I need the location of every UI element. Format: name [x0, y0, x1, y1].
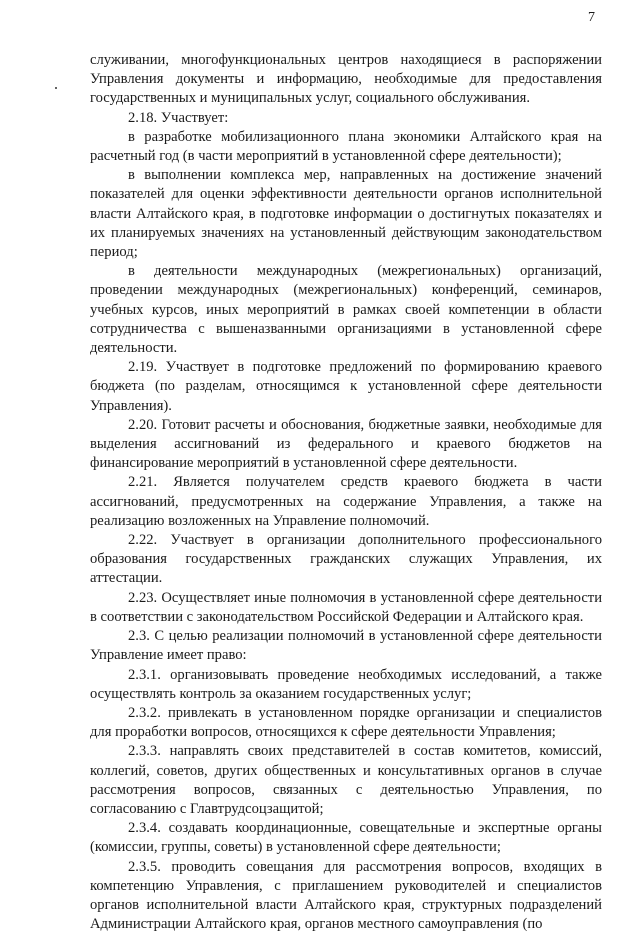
paragraph: в выполнении комплекса мер, направленных на достижение значений показателей для оценки эффективности деятельности органов исполнительной власти Алтайского края, в подготовке информации о достигнутых показателях и их планируемых значениях на установленный действующим законодательством период;	[90, 167, 602, 261]
paragraph: 2.21. Является получателем средств краевого бюджета в части ассигнований, предусмотренных на содержание Управления, а также на реализацию возложенных на Управление полномочий.	[90, 474, 602, 529]
paragraph: 2.3.3. направлять своих представителей в состав комитетов, комиссий, коллегий, советов, других общественных и консультативных органов в случае рассмотрения вопросов, связанных с деятельностью Управления, по согласованию с Главтрудсоцзащитой;	[90, 743, 602, 817]
paragraph: 2.3.4. создавать координационные, совещательные и экспертные органы (комиссии, группы, советы) в установленной сфере деятельности;	[90, 820, 602, 856]
body-text	[90, 51, 602, 934]
paragraph: 2.23. Осуществляет иные полномочия в установленной сфере деятельности в соответствии с законодательством Российской Федерации и Алтайского края.	[90, 589, 602, 625]
paragraph: 2.18. Участвует:	[128, 109, 229, 126]
page-number: 7	[588, 10, 595, 25]
paragraph: служивании, многофункциональных центров находящиеся в распоряжении Управления документы и информацию, необходимые для предоставления государственных и муниципальных услуг, социального обслуживания.	[90, 52, 602, 107]
paragraph: 2.20. Готовит расчеты и обоснования, бюджетные заявки, необходимые для выделения ассигнований из федерального и краевого бюджетов на финансирование мероприятий в установленной сфере деятельности.	[90, 416, 602, 472]
paragraph: в деятельности международных (межрегиональных) организаций, проведении международных (межрегиональных) конференций, семинаров, учебных курсов, иных мероприятий в рамках своей компетенции в области сотрудничества с вышеназванными организациями в установленной сфере деятельности.	[90, 263, 602, 357]
paragraph: 2.22. Участвует в организации дополнительного профессионального образования государственных гражданских служащих Управления, их аттестации.	[90, 532, 602, 587]
paragraph: в разработке мобилизационного плана экономики Алтайского края на расчетный год (в части мероприятий в установленной сфере деятельности);	[90, 128, 602, 165]
paragraph: 2.3.5. проводить совещания для рассмотрения вопросов, входящих в компетенцию Управления, с приглашением руководителей и специалистов органов исполнительной власти Алтайского края, структурных подразделений Администрации Алтайского края, органов местного самоуправления (по	[90, 858, 602, 933]
paragraph: 2.19. Участвует в подготовке предложений по формированию краевого бюджета (по разделам, относящимся к установленной сфере деятельности Управления).	[90, 359, 602, 414]
paragraph: 2.3.1. организовывать проведение необходимых исследований, а также осуществлять контроль за оказанием государственных услуг;	[90, 666, 602, 702]
paragraph: 2.3. С целью реализации полномочий в установленной сфере деятельности Управление имеет право:	[90, 628, 602, 664]
paragraph: 2.3.2. привлекать в установленном порядке организации и специалистов для проработки вопросов, относящихся к сфере деятельности Управления;	[90, 704, 602, 741]
scan-speck	[55, 87, 57, 89]
